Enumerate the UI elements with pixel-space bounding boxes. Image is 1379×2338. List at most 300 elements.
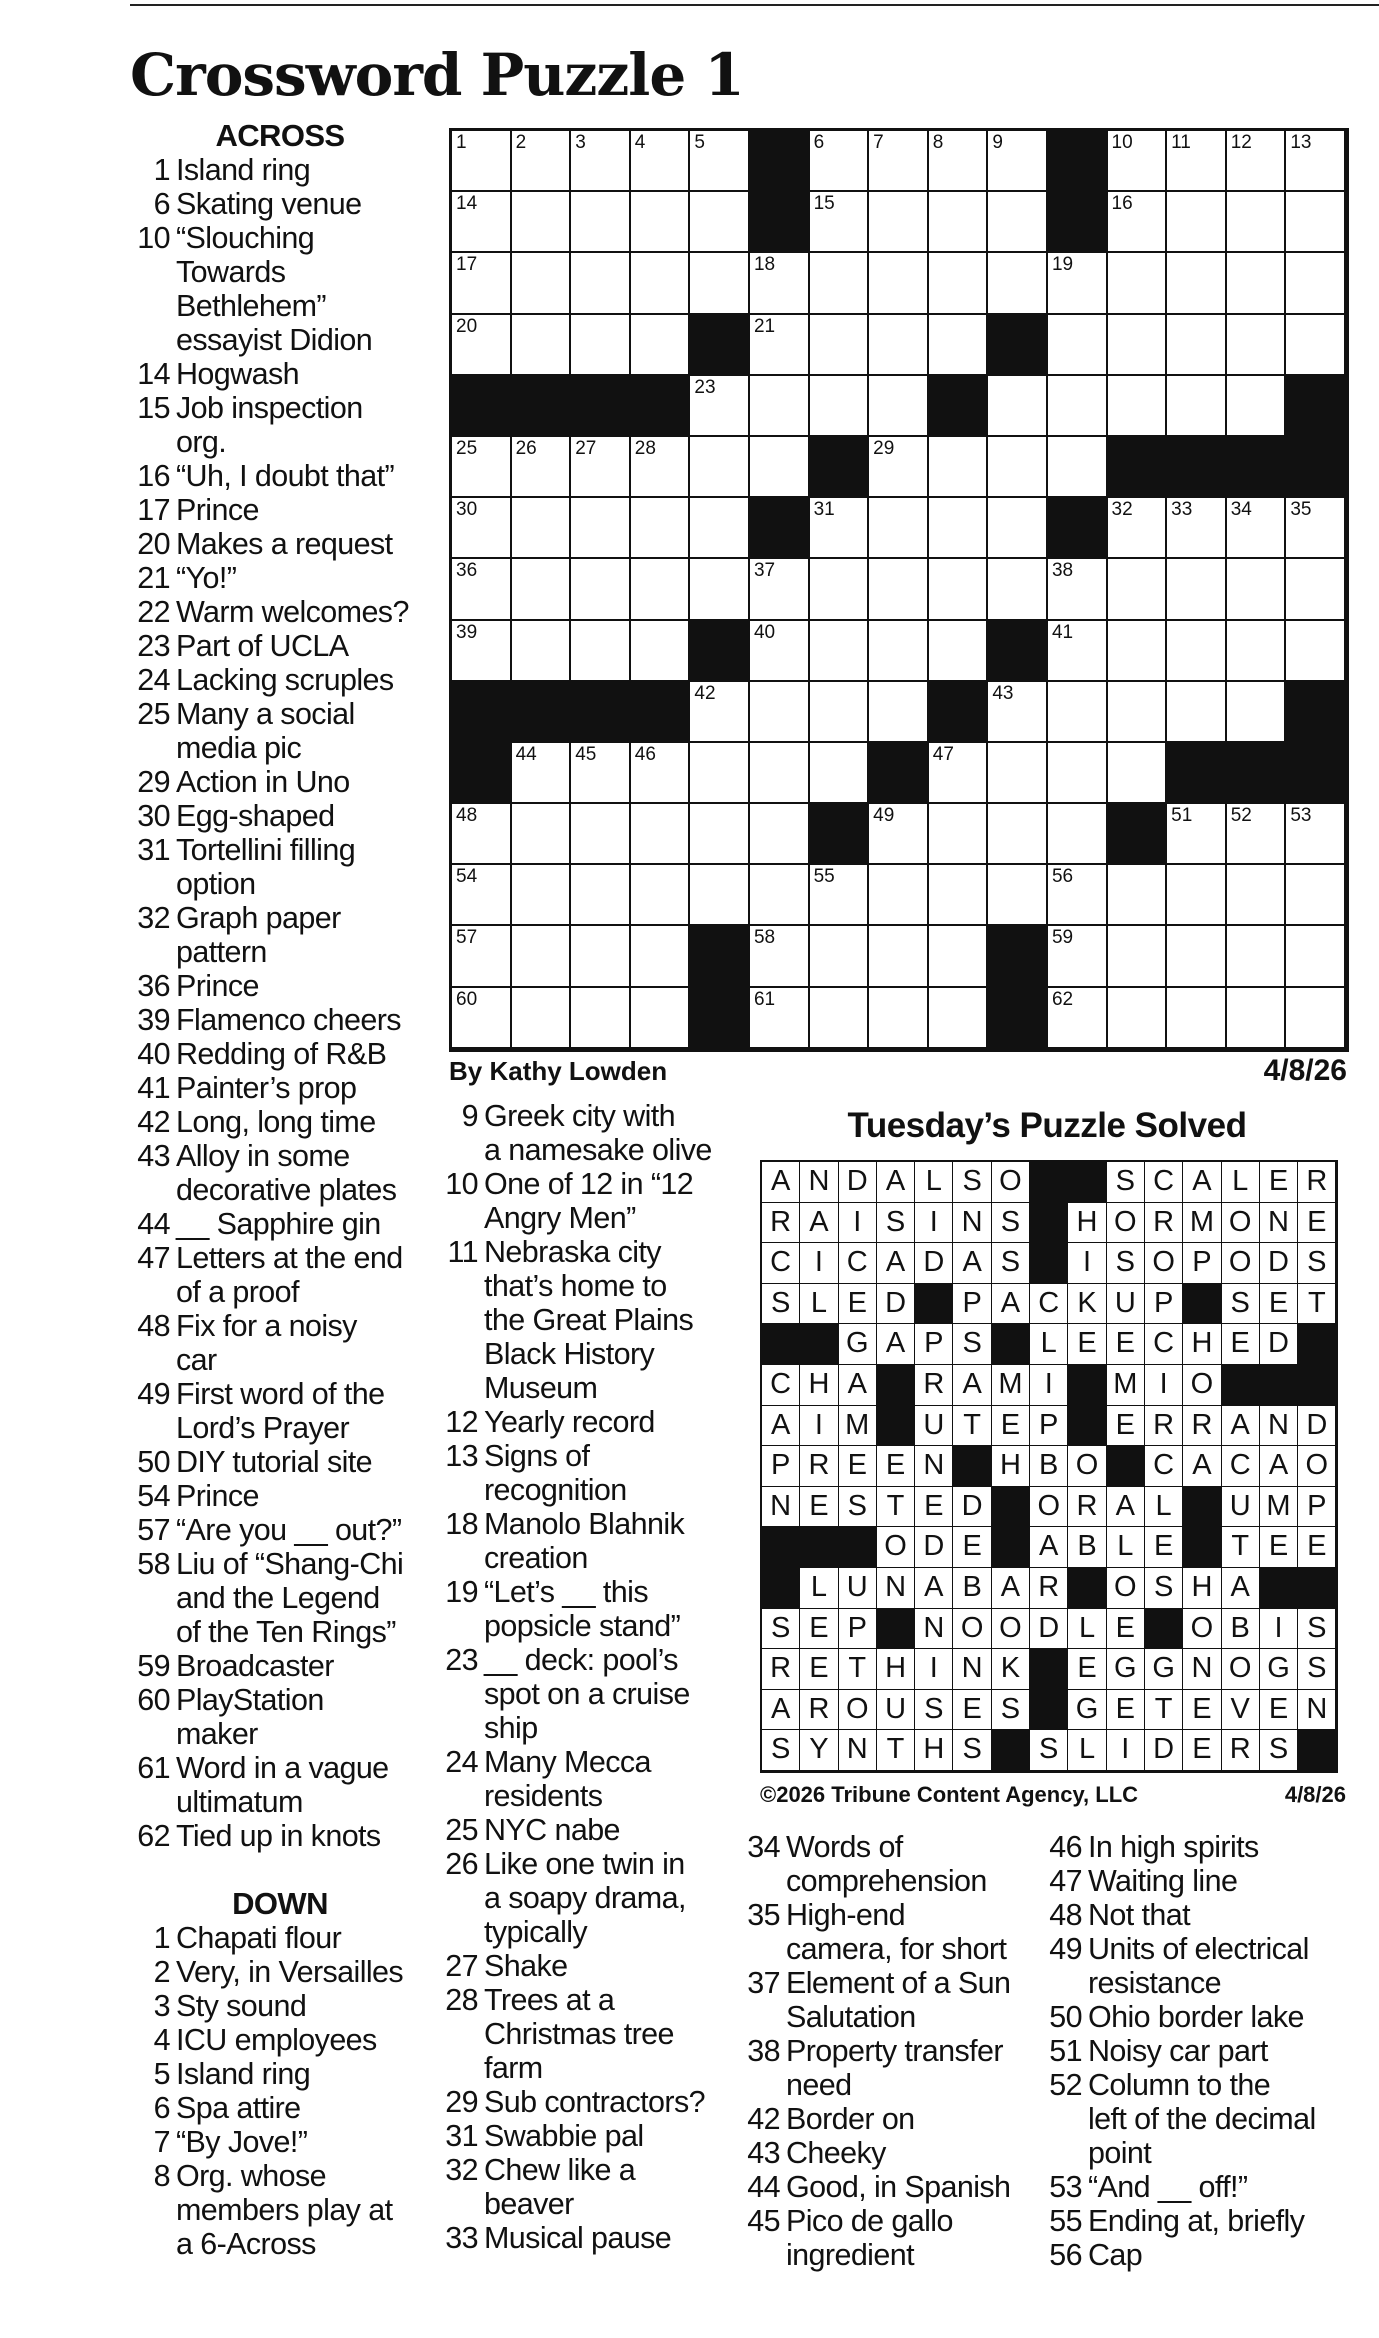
clue-number: 17: [137, 493, 170, 527]
grid-cell[interactable]: [1167, 131, 1227, 192]
grid-cell[interactable]: [690, 253, 750, 314]
grid-cell[interactable]: [1048, 804, 1108, 865]
solution-letter: O: [1107, 1203, 1145, 1244]
clue-text-line: Action in Uno: [176, 765, 350, 799]
clue-item: [740, 2102, 1040, 2136]
clue-text-line: Ending at, briefly: [1088, 2204, 1305, 2238]
grid-cell[interactable]: [929, 926, 989, 987]
grid-cell[interactable]: [1167, 376, 1227, 437]
grid-cell[interactable]: [1048, 865, 1108, 926]
solution-letter: D: [1298, 1406, 1336, 1447]
grid-cell[interactable]: [1108, 865, 1168, 926]
grid-cell[interactable]: [1286, 865, 1346, 926]
grid-cell[interactable]: [869, 926, 929, 987]
grid-cell[interactable]: [1108, 621, 1168, 682]
grid-cell[interactable]: [1227, 315, 1287, 376]
solution-letter: L: [800, 1568, 838, 1609]
grid-cell[interactable]: [1286, 804, 1346, 865]
grid-cell[interactable]: [988, 376, 1048, 437]
grid-cell[interactable]: [452, 498, 512, 559]
grid-cell[interactable]: [690, 376, 750, 437]
grid-cell[interactable]: [1108, 926, 1168, 987]
clue-text-line: Good, in Spanish: [786, 2170, 1011, 2204]
cell-number: 49: [873, 805, 895, 827]
solution-letter: E: [1068, 1649, 1106, 1690]
cell-number: 54: [456, 866, 478, 888]
grid-cell[interactable]: [690, 192, 750, 253]
grid-cell[interactable]: [750, 804, 810, 865]
clue-text-line: Signs of: [484, 1439, 590, 1473]
clue-text-line: Many a social: [176, 697, 355, 731]
grid-cell[interactable]: [1286, 498, 1346, 559]
grid-cell[interactable]: [1167, 621, 1227, 682]
grid-cell[interactable]: [571, 804, 631, 865]
grid-cell[interactable]: [869, 253, 929, 314]
clue-item: [740, 2136, 1040, 2170]
solution-letter: O: [839, 1690, 877, 1731]
grid-cell[interactable]: [512, 498, 572, 559]
grid-cell[interactable]: [750, 743, 810, 804]
grid-cell[interactable]: [690, 131, 750, 192]
solution-letter: E: [839, 1446, 877, 1487]
grid-cell[interactable]: [1286, 131, 1346, 192]
cell-number: 44: [515, 743, 537, 765]
clue-text-line: Liu of “Shang-Chi: [176, 1547, 404, 1581]
solution-letter: A: [953, 1243, 991, 1284]
cell-number: 13: [1290, 132, 1312, 153]
solution-black-square: [992, 1730, 1030, 1771]
grid-cell[interactable]: [631, 926, 691, 987]
grid-cell[interactable]: [929, 315, 989, 376]
solution-letter: I: [1145, 1365, 1183, 1406]
grid-cell[interactable]: [512, 743, 572, 804]
clue-number: 9: [461, 1099, 478, 1133]
clue-text-line: ICU employees: [176, 2023, 377, 2057]
grid-cell[interactable]: [1167, 865, 1227, 926]
grid-cell[interactable]: [1167, 926, 1227, 987]
grid-cell[interactable]: [1167, 559, 1227, 620]
grid-cell[interactable]: [869, 376, 929, 437]
grid-cell[interactable]: [571, 865, 631, 926]
cell-number: 8: [932, 132, 944, 153]
solution-letter: D: [1030, 1609, 1068, 1650]
grid-cell[interactable]: [452, 804, 512, 865]
solution-letter: O: [1222, 1649, 1260, 1690]
grid-cell[interactable]: [512, 926, 572, 987]
grid-cell[interactable]: [869, 192, 929, 253]
clue-text-line: Very, in Versailles: [176, 1955, 404, 1989]
clue-text-line: Flamenco cheers: [176, 1003, 401, 1037]
grid-cell[interactable]: [869, 621, 929, 682]
solution-letter: R: [762, 1649, 800, 1690]
clue-text-line: comprehension: [786, 1864, 987, 1898]
grid-cell[interactable]: [571, 131, 631, 192]
grid-cell[interactable]: [452, 865, 512, 926]
black-square: [1286, 376, 1346, 437]
solution-letter: T: [1298, 1284, 1336, 1325]
grid-cell[interactable]: [1108, 253, 1168, 314]
grid-cell[interactable]: [452, 559, 512, 620]
grid-cell[interactable]: [452, 926, 512, 987]
solution-black-square: [762, 1527, 800, 1568]
grid-cell[interactable]: [512, 865, 572, 926]
grid-cell[interactable]: [452, 315, 512, 376]
solution-letter: S: [1298, 1243, 1336, 1284]
grid-cell[interactable]: [571, 437, 631, 498]
grid-cell[interactable]: [869, 865, 929, 926]
grid-cell[interactable]: [1167, 498, 1227, 559]
grid-cell[interactable]: [1167, 315, 1227, 376]
grid-cell[interactable]: [1167, 192, 1227, 253]
grid-cell[interactable]: [988, 437, 1048, 498]
grid-cell[interactable]: [1048, 743, 1108, 804]
black-square: [571, 376, 631, 437]
clue-text-line: Hogwash: [176, 357, 299, 391]
cell-number: 60: [456, 988, 478, 1010]
grid-cell[interactable]: [1048, 988, 1108, 1049]
grid-cell[interactable]: [1108, 988, 1168, 1049]
clue-text-line: Letters at the end: [176, 1241, 403, 1275]
clue-item: [130, 799, 430, 833]
clue-text-line: need: [786, 2068, 852, 2102]
solution-letter: K: [992, 1649, 1030, 1690]
grid-cell[interactable]: [1167, 988, 1227, 1049]
grid-cell[interactable]: [452, 988, 512, 1049]
solution-letter: S: [1145, 1568, 1183, 1609]
grid-cell[interactable]: [869, 437, 929, 498]
solution-letter: V: [1222, 1690, 1260, 1731]
solution-letter: L: [915, 1162, 953, 1203]
grid-cell[interactable]: [1227, 131, 1287, 192]
grid-cell[interactable]: [1286, 926, 1346, 987]
grid-cell[interactable]: [1227, 804, 1287, 865]
clue-item: [130, 2057, 430, 2091]
grid-cell[interactable]: [1227, 865, 1287, 926]
grid-cell[interactable]: [869, 315, 929, 376]
clue-text-line: Redding of R&B: [176, 1037, 387, 1071]
black-square: [690, 621, 750, 682]
grid-cell[interactable]: [571, 192, 631, 253]
clue-text-line: Shake: [484, 1949, 568, 1983]
top-rule: [130, 4, 1379, 6]
clue-item: [130, 527, 430, 561]
grid-cell[interactable]: [810, 498, 870, 559]
solution-letter: P: [762, 1446, 800, 1487]
grid-cell[interactable]: [1227, 988, 1287, 1049]
clue-text-line: Prince: [176, 1479, 259, 1513]
grid-cell[interactable]: [631, 498, 691, 559]
grid-cell[interactable]: [810, 131, 870, 192]
grid-cell[interactable]: [1286, 315, 1346, 376]
grid-cell[interactable]: [810, 988, 870, 1049]
clue-text-line: Sty sound: [176, 1989, 307, 2023]
grid-cell[interactable]: [1108, 498, 1168, 559]
grid-cell[interactable]: [929, 865, 989, 926]
grid-cell[interactable]: [452, 253, 512, 314]
grid-cell[interactable]: [1227, 559, 1287, 620]
grid-cell[interactable]: [571, 253, 631, 314]
solution-black-square: [877, 1365, 915, 1406]
grid-cell[interactable]: [750, 437, 810, 498]
grid-cell[interactable]: [512, 804, 572, 865]
clue-text-line: Salutation: [786, 2000, 916, 2034]
cell-number: 61: [753, 988, 776, 1010]
grid-cell[interactable]: [631, 192, 691, 253]
solution-letter: A: [1183, 1446, 1221, 1487]
solution-letter: M: [1107, 1365, 1145, 1406]
grid-cell[interactable]: [631, 315, 691, 376]
grid-cell[interactable]: [1227, 682, 1287, 743]
solution-letter: S: [1222, 1284, 1260, 1325]
solution-letter: A: [1222, 1406, 1260, 1447]
grid-cell[interactable]: [1108, 682, 1168, 743]
grid-cell[interactable]: [810, 621, 870, 682]
grid-cell[interactable]: [631, 804, 691, 865]
grid-cell[interactable]: [750, 315, 810, 376]
down-clue-list-1: [130, 1921, 430, 2261]
grid-cell[interactable]: [1167, 804, 1227, 865]
cell-number: 18: [753, 254, 776, 276]
clue-number: 4: [153, 2023, 170, 2057]
grid-cell[interactable]: [1286, 253, 1346, 314]
grid-cell[interactable]: [810, 315, 870, 376]
grid-cell[interactable]: [810, 253, 870, 314]
grid-cell[interactable]: [1048, 376, 1108, 437]
solution-letter: L: [1107, 1527, 1145, 1568]
black-square: [690, 988, 750, 1049]
solution-letter: H: [1183, 1568, 1221, 1609]
grid-cell[interactable]: [631, 621, 691, 682]
grid-cell[interactable]: [690, 804, 750, 865]
clue-text-line: point: [1088, 2136, 1152, 2170]
grid-cell[interactable]: [988, 682, 1048, 743]
solution-letter: S: [915, 1690, 953, 1731]
black-square: [512, 682, 572, 743]
grid-cell[interactable]: [1048, 437, 1108, 498]
clue-item: [130, 697, 430, 765]
clue-text-line: Pico de gallo: [786, 2204, 953, 2238]
solution-letter: R: [1183, 1406, 1221, 1447]
grid-cell[interactable]: [869, 682, 929, 743]
solution-letter: P: [1030, 1406, 1068, 1447]
clue-number: 29: [445, 2085, 478, 2119]
grid-cell[interactable]: [631, 437, 691, 498]
grid-cell[interactable]: [1286, 559, 1346, 620]
grid-cell[interactable]: [929, 559, 989, 620]
clue-item: [130, 187, 430, 221]
grid-cell[interactable]: [810, 192, 870, 253]
grid-cell[interactable]: [869, 988, 929, 1049]
clue-text-line: Yearly record: [484, 1405, 655, 1439]
grid-cell[interactable]: [1227, 621, 1287, 682]
grid-cell[interactable]: [988, 192, 1048, 253]
clue-text-line: Lord’s Prayer: [176, 1411, 350, 1445]
clue-text-line: option: [176, 867, 256, 901]
grid-cell[interactable]: [1108, 315, 1168, 376]
grid-cell[interactable]: [988, 253, 1048, 314]
grid-cell[interactable]: [929, 621, 989, 682]
solution-letter: G: [1068, 1690, 1106, 1731]
grid-cell[interactable]: [869, 131, 929, 192]
grid-cell[interactable]: [571, 498, 631, 559]
grid-cell[interactable]: [1227, 376, 1287, 437]
clue-text-line: of a proof: [176, 1275, 299, 1309]
clue-item: [130, 1139, 430, 1207]
grid-cell[interactable]: [1108, 559, 1168, 620]
grid-cell[interactable]: [810, 559, 870, 620]
grid-cell[interactable]: [1167, 682, 1227, 743]
grid-cell[interactable]: [512, 131, 572, 192]
solution-letter: U: [1107, 1284, 1145, 1325]
grid-cell[interactable]: [1048, 682, 1108, 743]
cell-number: 45: [575, 743, 597, 765]
clue-text-line: Many Mecca: [484, 1745, 651, 1779]
grid-cell[interactable]: [571, 988, 631, 1049]
solution-letter: A: [1260, 1446, 1298, 1487]
grid-cell[interactable]: [988, 804, 1048, 865]
clue-text-line: “Uh, I doubt that”: [176, 459, 395, 493]
grid-cell[interactable]: [571, 315, 631, 376]
grid-cell[interactable]: [810, 743, 870, 804]
grid-cell[interactable]: [929, 192, 989, 253]
grid-cell[interactable]: [571, 621, 631, 682]
grid-cell[interactable]: [631, 743, 691, 804]
clue-text-line: “And __ off!”: [1088, 2170, 1248, 2204]
grid-cell[interactable]: [929, 804, 989, 865]
grid-cell[interactable]: [512, 988, 572, 1049]
solution-letter: O: [992, 1162, 1030, 1203]
grid-cell[interactable]: [988, 559, 1048, 620]
grid-cell[interactable]: [1227, 498, 1287, 559]
grid-cell[interactable]: [452, 131, 512, 192]
solution-letter: A: [1222, 1568, 1260, 1609]
grid-cell[interactable]: [869, 804, 929, 865]
grid-cell[interactable]: [571, 559, 631, 620]
grid-cell[interactable]: [988, 131, 1048, 192]
grid-cell[interactable]: [810, 682, 870, 743]
grid-cell[interactable]: [690, 682, 750, 743]
grid-cell[interactable]: [1048, 315, 1108, 376]
clue-text-line: Christmas tree: [484, 2017, 674, 2051]
grid-cell[interactable]: [690, 743, 750, 804]
grid-cell[interactable]: [631, 131, 691, 192]
grid-cell[interactable]: [452, 621, 512, 682]
solution-letter: U: [915, 1406, 953, 1447]
grid-cell[interactable]: [929, 437, 989, 498]
grid-cell[interactable]: [750, 926, 810, 987]
grid-cell[interactable]: [1048, 253, 1108, 314]
clue-text-line: Alloy in some: [176, 1139, 350, 1173]
grid-cell[interactable]: [988, 865, 1048, 926]
grid-cell[interactable]: [929, 743, 989, 804]
grid-cell[interactable]: [690, 498, 750, 559]
grid-cell[interactable]: [1048, 621, 1108, 682]
clue-item: [438, 1575, 748, 1643]
grid-cell[interactable]: [1108, 131, 1168, 192]
grid-cell[interactable]: [512, 559, 572, 620]
grid-cell[interactable]: [988, 743, 1048, 804]
grid-cell[interactable]: [929, 253, 989, 314]
grid-cell[interactable]: [631, 865, 691, 926]
grid-cell[interactable]: [869, 559, 929, 620]
solution-letter: N: [915, 1446, 953, 1487]
grid-cell[interactable]: [1227, 192, 1287, 253]
grid-cell[interactable]: [988, 498, 1048, 559]
clue-text-line: Bethlehem”: [176, 289, 326, 323]
grid-cell[interactable]: [1286, 621, 1346, 682]
clue-number: 2: [153, 1955, 170, 1989]
grid-cell[interactable]: [750, 376, 810, 437]
cell-number: 59: [1051, 927, 1074, 949]
grid-cell[interactable]: [750, 682, 810, 743]
grid-cell[interactable]: [929, 498, 989, 559]
grid-cell[interactable]: [1167, 253, 1227, 314]
grid-cell[interactable]: [1286, 192, 1346, 253]
grid-cell[interactable]: [750, 988, 810, 1049]
grid-cell[interactable]: [1227, 926, 1287, 987]
grid-cell[interactable]: [810, 376, 870, 437]
solution-letter: D: [877, 1284, 915, 1325]
clue-text-line: Column to the: [1088, 2068, 1271, 2102]
clue-text-line: Warm welcomes?: [176, 595, 409, 629]
grid-cell[interactable]: [1048, 559, 1108, 620]
clue-number: 43: [747, 2136, 780, 2170]
grid-cell[interactable]: [631, 253, 691, 314]
solution-letter: I: [1068, 1243, 1106, 1284]
grid-cell[interactable]: [631, 988, 691, 1049]
solution-letter: N: [1298, 1690, 1336, 1731]
grid-cell[interactable]: [810, 926, 870, 987]
grid-cell[interactable]: [1286, 988, 1346, 1049]
grid-cell[interactable]: [929, 988, 989, 1049]
solution-letter: S: [1260, 1730, 1298, 1771]
solution-letter: B: [1030, 1446, 1068, 1487]
grid-cell[interactable]: [869, 498, 929, 559]
grid-cell[interactable]: [810, 865, 870, 926]
grid-cell[interactable]: [512, 437, 572, 498]
solution-black-square: [1183, 1284, 1221, 1325]
clue-text-line: beaver: [484, 2187, 574, 2221]
grid-cell[interactable]: [1108, 192, 1168, 253]
grid-cell[interactable]: [512, 315, 572, 376]
grid-cell[interactable]: [750, 621, 810, 682]
cell-number: 29: [873, 437, 895, 459]
grid-cell[interactable]: [571, 926, 631, 987]
grid-cell[interactable]: [1108, 743, 1168, 804]
grid-cell[interactable]: [1227, 253, 1287, 314]
grid-cell[interactable]: [750, 559, 810, 620]
grid-cell[interactable]: [452, 437, 512, 498]
clue-text-line: maker: [176, 1717, 258, 1751]
grid-cell[interactable]: [452, 192, 512, 253]
grid-cell[interactable]: [929, 131, 989, 192]
grid-cell[interactable]: [631, 559, 691, 620]
grid-cell[interactable]: [690, 865, 750, 926]
grid-cell[interactable]: [512, 621, 572, 682]
grid-cell[interactable]: [750, 865, 810, 926]
grid-cell[interactable]: [750, 253, 810, 314]
clue-text-line: Like one twin in: [484, 1847, 685, 1881]
grid-cell[interactable]: [690, 437, 750, 498]
grid-cell[interactable]: [1108, 376, 1168, 437]
grid-cell[interactable]: [512, 192, 572, 253]
grid-cell[interactable]: [512, 253, 572, 314]
solution-letter: I: [800, 1406, 838, 1447]
grid-cell[interactable]: [690, 559, 750, 620]
clue-text-line: Fix for a noisy: [176, 1309, 357, 1343]
grid-cell[interactable]: [571, 743, 631, 804]
grid-cell[interactable]: [1048, 926, 1108, 987]
